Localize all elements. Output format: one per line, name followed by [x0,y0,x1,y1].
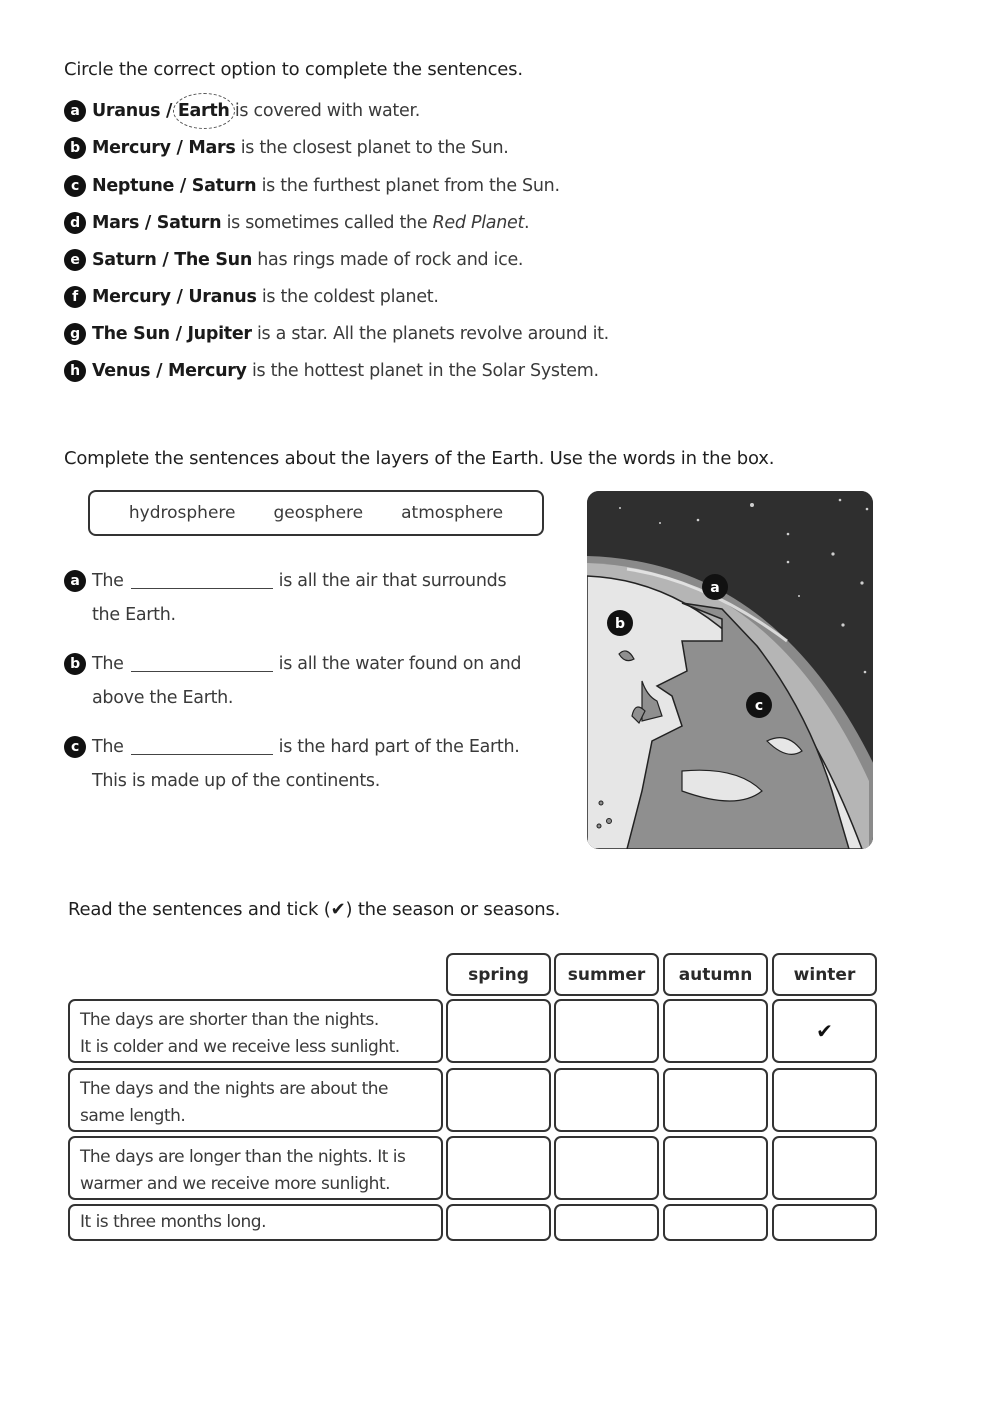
statement-line-2: warmer and we receive more sunlight. [80,1174,391,1194]
tick-box-summer-row-2[interactable] [554,1068,659,1132]
tick-box-winter-row-1[interactable]: ✔ [772,999,877,1063]
sentence-rest: has rings made of rock and ice. [257,250,524,270]
statement-line-1: It is three months long. [80,1212,266,1232]
letter-badge: e [64,249,86,271]
section1-instruction: Circle the correct option to complete the sentences. [64,59,523,80]
letter-badge: d [64,212,86,234]
option-1[interactable]: Uranus [92,101,161,121]
option-2[interactable]: Mars [188,138,236,158]
column-header-summer: summer [554,953,659,996]
sentence-rest: is the hottest planet in the Solar System. [251,361,599,381]
sentence-rest: is a star. All the planets revolve around it. [257,324,609,344]
letter-badge: a [64,100,86,122]
option-2[interactable]: Mercury [167,361,247,381]
tick-box-autumn-row-2[interactable] [663,1068,768,1132]
option-2[interactable]: The Sun [174,250,252,270]
question-item-e [64,249,523,271]
statement-row-3 [68,1136,443,1200]
sentence-rest: is the furthest planet from the Sun. [261,176,560,196]
section3-instruction: Read the sentences and tick (✔) the season or seasons. [68,899,561,920]
sentence-rest: is covered with water. [234,101,421,121]
sentence-rest: is sometimes called the [226,213,428,233]
item-text: is all the water found on and [278,654,522,674]
option-separator: / [170,287,189,307]
question-item-g [64,323,609,345]
option-1[interactable]: Mercury [92,138,171,158]
item-start: The [92,654,124,674]
option-1[interactable]: Mercury [92,287,171,307]
option-separator: / [160,101,178,121]
statement-line-2: It is colder and we receive less sunlight. [80,1037,400,1057]
label-b: b [614,616,626,632]
letter-badge: c [64,736,86,758]
option-separator: / [150,361,168,381]
option-1[interactable]: The Sun [92,324,170,344]
answer-blank[interactable] [131,657,273,672]
tick-box-spring-row-4[interactable] [446,1204,551,1241]
item-text-cont: above the Earth. [92,688,234,708]
question-item-a [64,100,420,122]
sentence-rest: is the closest planet to the Sun. [240,138,509,158]
tick-box-summer-row-3[interactable] [554,1136,659,1200]
statement-line-1: The days are longer than the nights. It is [80,1147,406,1167]
option-1[interactable]: Mars [92,213,140,233]
statement-line-1: The days are shorter than the nights. [80,1010,379,1030]
tick-box-autumn-row-4[interactable] [663,1204,768,1241]
option-2[interactable]: Jupiter [187,324,252,344]
option-separator: / [169,324,188,344]
statement-row-4 [68,1204,443,1241]
answer-blank[interactable] [131,740,273,755]
letter-badge: a [64,570,86,592]
option-1[interactable]: Saturn [92,250,157,270]
word-atmosphere: atmosphere [401,503,504,523]
tick-box-spring-row-2[interactable] [446,1068,551,1132]
tick-box-summer-row-1[interactable] [554,999,659,1063]
option-2[interactable]: Saturn [156,213,222,233]
letter-badge: b [64,137,86,159]
label-a: a [710,580,720,596]
letter-badge: c [64,175,86,197]
item-text-cont: the Earth. [92,605,176,625]
tick-box-spring-row-1[interactable] [446,999,551,1063]
statement-row-1 [68,999,443,1063]
section2-instruction: Complete the sentences about the layers of the Earth. Use the words in the box. [64,448,775,469]
option-2[interactable]: Saturn [191,176,257,196]
tick-box-autumn-row-1[interactable] [663,999,768,1063]
column-header-winter: winter [772,953,877,996]
item-text: is all the air that surrounds [278,571,507,591]
item-text-cont: This is made up of the continents. [92,771,380,791]
question-item-c [64,175,560,197]
earth-layers-illustration [587,491,873,849]
option-1[interactable]: Venus [92,361,151,381]
question-item-f [64,286,439,308]
option-separator: / [139,213,157,233]
letter-badge: h [64,360,86,382]
option-1[interactable]: Neptune [92,176,175,196]
earth-illustration-svg [587,491,873,849]
answer-blank[interactable] [131,574,273,589]
question-item-h [64,360,599,382]
option-separator: / [174,176,192,196]
tick-box-spring-row-3[interactable] [446,1136,551,1200]
tick-box-winter-row-2[interactable] [772,1068,877,1132]
statement-line-2: same length. [80,1106,186,1126]
option-separator: / [170,138,189,158]
option-2[interactable]: Earth [177,101,230,121]
tick-box-winter-row-4[interactable] [772,1204,877,1241]
letter-badge: g [64,323,86,345]
sentence-end: . [524,213,530,233]
question-item-d [64,212,529,234]
fill-item-c [64,730,520,798]
option-separator: / [156,250,175,270]
sentence-rest: is the coldest planet. [261,287,439,307]
item-start: The [92,571,124,591]
column-header-spring: spring [446,953,551,996]
label-c: c [754,698,764,714]
fill-item-b [64,647,521,715]
item-text: is the hard part of the Earth. [278,737,520,757]
option-2[interactable]: Uranus [188,287,257,307]
letter-badge: b [64,653,86,675]
sentence-italic: Red Planet [432,213,525,233]
word-geosphere: geosphere [273,503,364,523]
fill-item-a [64,564,506,632]
question-item-b [64,137,509,159]
statement-row-2 [68,1068,443,1132]
word-box [88,490,544,536]
statement-line-1: The days and the nights are about the [80,1079,388,1099]
item-start: The [92,737,124,757]
tick-box-winter-row-3[interactable] [772,1136,877,1200]
tick-box-summer-row-4[interactable] [554,1204,659,1241]
tick-box-autumn-row-3[interactable] [663,1136,768,1200]
column-header-autumn: autumn [663,953,768,996]
word-hydrosphere: hydrosphere [128,503,236,523]
letter-badge: f [64,286,86,308]
